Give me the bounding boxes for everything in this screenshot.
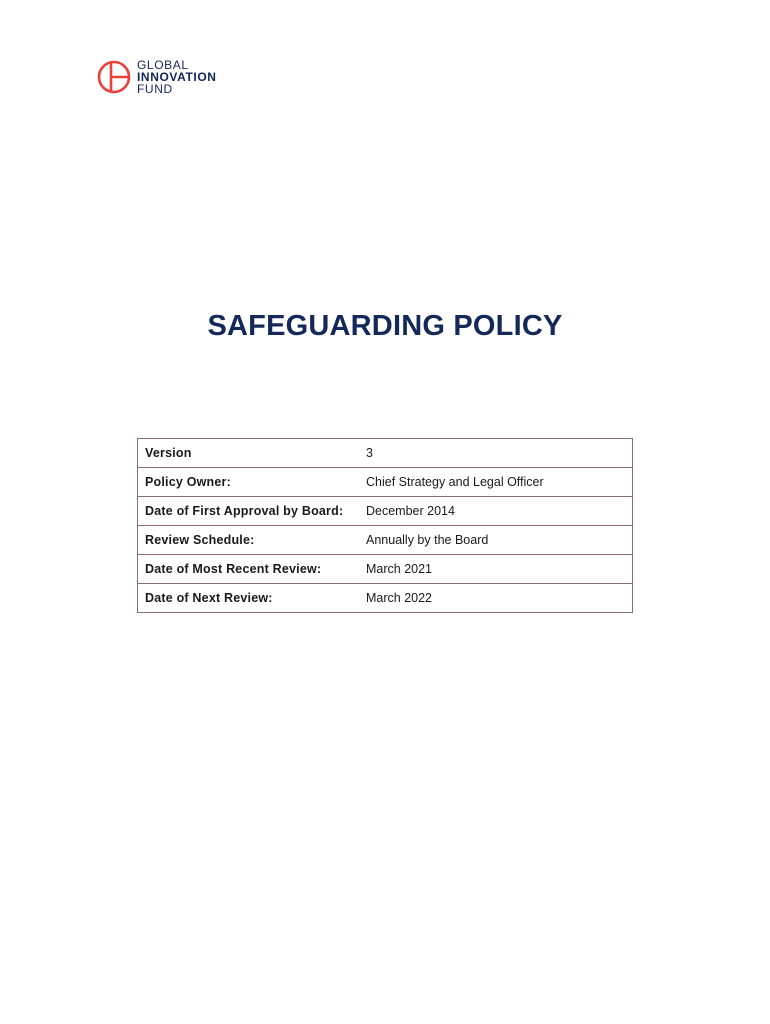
row-value-first-approval: December 2014 bbox=[359, 497, 633, 526]
row-value-review-schedule: Annually by the Board bbox=[359, 526, 633, 555]
logo-line-fund: FUND bbox=[137, 82, 173, 96]
table-row bbox=[138, 468, 633, 497]
global-innovation-fund-logo-mark-icon bbox=[96, 59, 132, 95]
row-label-policy-owner: Policy Owner: bbox=[138, 468, 360, 497]
policy-metadata-table bbox=[137, 438, 633, 613]
organization-logo bbox=[96, 59, 217, 95]
row-value-next-review: March 2022 bbox=[359, 584, 633, 613]
table-row bbox=[138, 497, 633, 526]
table-row bbox=[138, 526, 633, 555]
row-value-policy-owner: Chief Strategy and Legal Officer bbox=[359, 468, 633, 497]
row-label-version: Version bbox=[138, 439, 360, 468]
table-row bbox=[138, 439, 633, 468]
table-row bbox=[138, 584, 633, 613]
row-label-first-approval: Date of First Approval by Board: bbox=[138, 497, 360, 526]
table-row bbox=[138, 555, 633, 584]
row-label-recent-review: Date of Most Recent Review: bbox=[138, 555, 360, 584]
row-label-next-review: Date of Next Review: bbox=[138, 584, 360, 613]
document-title: SAFEGUARDING POLICY bbox=[207, 310, 563, 342]
logo-wordmark bbox=[137, 59, 217, 95]
logo-line-global: GLOBAL bbox=[137, 58, 189, 72]
logo-line-innovation: INNOVATION bbox=[137, 70, 217, 84]
row-label-review-schedule: Review Schedule: bbox=[138, 526, 360, 555]
row-value-recent-review: March 2021 bbox=[359, 555, 633, 584]
row-value-version: 3 bbox=[359, 439, 633, 468]
